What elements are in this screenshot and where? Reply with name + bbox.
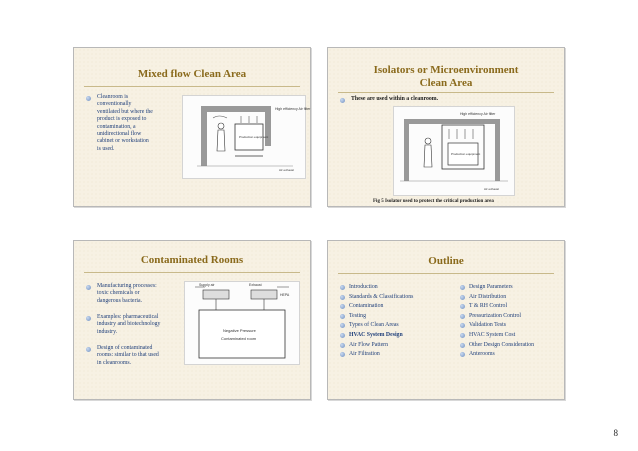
list-item: Design Parameters	[460, 283, 534, 293]
slide-bullet-text: These are used within a cleanroom.	[351, 96, 439, 102]
svg-text:High efficiency Air filter: High efficiency Air filter	[275, 107, 311, 111]
bullet-text: Design of contaminated rooms: similar to that used in cleanrooms.	[97, 345, 159, 366]
svg-text:Supply air: Supply air	[199, 283, 215, 287]
list-item: Anterooms	[460, 350, 534, 360]
slide-isolators	[327, 47, 565, 207]
contaminated-room-figure	[184, 281, 300, 365]
slide-mixed-flow	[73, 47, 311, 207]
svg-text:High efficiency Air filter: High efficiency Air filter	[460, 112, 496, 116]
slide-text: Cleanroom is conventionally ventilated but where the product is exposed to contamination, a unidirectional flow cabinet or workstation is used.	[97, 94, 153, 152]
negative-pressure-diagram	[185, 282, 299, 364]
list-item: Introduction	[340, 283, 413, 293]
bullet-text: Examples: pharmaceutical industry and biotechnology industry.	[97, 314, 161, 335]
slide-title: Mixed flow Clean Area	[137, 68, 247, 80]
svg-text:HEPA: HEPA	[280, 293, 290, 297]
bullet-icon	[86, 347, 91, 352]
slide-title: Contaminated Rooms	[140, 254, 244, 266]
list-item: Types of Clean Areas	[340, 321, 413, 331]
svg-text:Negative Pressure: Negative Pressure	[223, 328, 256, 333]
page-number: 8	[613, 428, 618, 438]
svg-text:Contaminated room: Contaminated room	[221, 336, 257, 341]
outline-right-list	[460, 283, 534, 360]
bullet-text: Manufacturing processes: toxic chemicals or dangerous bacteria.	[97, 283, 157, 304]
slide-title-line2: Clean Area	[419, 77, 473, 89]
list-item: Standards & Classifications	[340, 293, 413, 303]
bullet-icon	[86, 285, 91, 290]
list-item: Contamination	[340, 302, 413, 312]
isolator-diagram	[394, 107, 514, 195]
list-item: Validation Tests	[460, 321, 534, 331]
title-divider	[84, 86, 300, 87]
slide-outline	[327, 240, 565, 400]
slide-title-line1: Isolators or Microenvironment	[373, 64, 519, 76]
outline-left-list	[340, 283, 413, 360]
cleanroom-figure	[182, 95, 311, 179]
bullet-icon	[340, 98, 345, 103]
figure-caption: Fig 5 Isolator used to protect the critical production area	[373, 199, 494, 204]
svg-text:Air exhaust: Air exhaust	[279, 168, 295, 172]
svg-text:Air exhaust: Air exhaust	[484, 187, 500, 191]
list-item: Air Filtration	[340, 350, 413, 360]
title-divider	[338, 92, 554, 93]
title-divider	[84, 272, 300, 273]
svg-text:Production equipment: Production equipment	[239, 135, 269, 139]
bullet-icon	[86, 316, 91, 321]
slide-title: Outline	[428, 255, 464, 267]
list-item: HVAC System Cost	[460, 331, 534, 341]
list-item: Air Flow Pattern	[340, 341, 413, 351]
list-item-highlighted: HVAC System Design	[340, 331, 413, 341]
list-item: Pressurization Control	[460, 312, 534, 322]
list-item: Air Distribution	[460, 293, 534, 303]
list-item: Testing	[340, 312, 413, 322]
isolator-figure	[393, 106, 515, 196]
title-divider	[338, 273, 554, 274]
list-item: Other Design Consideration	[460, 341, 534, 351]
svg-text:Exhaust: Exhaust	[249, 283, 262, 287]
slide-contaminated-rooms	[73, 240, 311, 400]
mixed-flow-diagram	[183, 96, 311, 178]
list-item: T & RH Control	[460, 302, 534, 312]
svg-text:Production equipment: Production equipment	[451, 152, 481, 156]
bullet-icon	[86, 96, 91, 101]
